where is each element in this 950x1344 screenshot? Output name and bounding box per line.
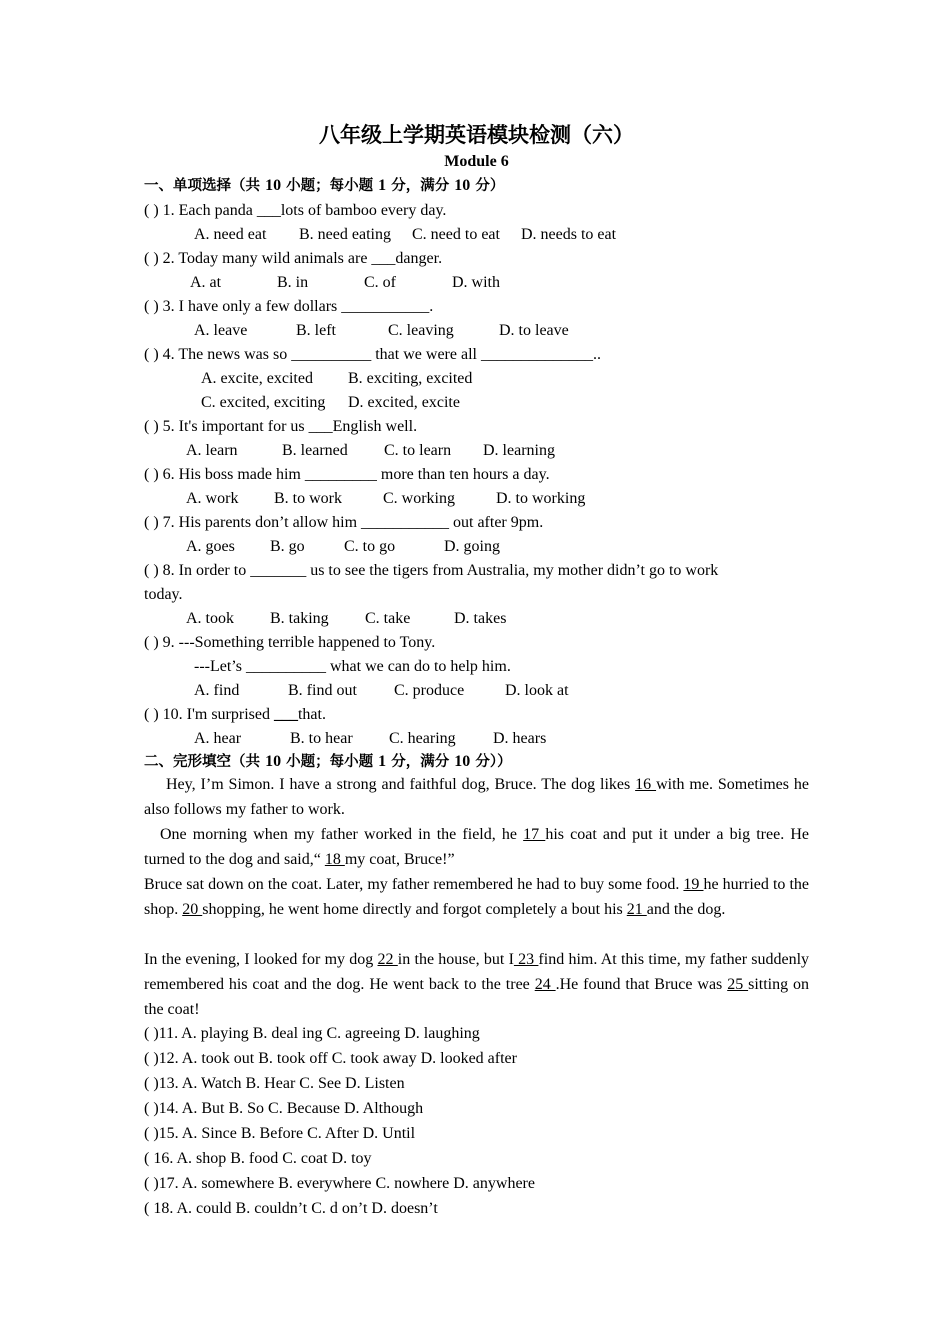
cloze-item-18: ( 18. A. could B. couldn’t C. d on’t D. doesn’t bbox=[144, 1200, 438, 1217]
blank-19: 19 bbox=[683, 876, 704, 893]
question-10-stem: ( ) 10. I'm surprised ___that. bbox=[144, 706, 326, 723]
question-6-stem: ( ) 6. His boss made him _________ more than ten hours a day. bbox=[144, 466, 550, 483]
question-9-stem-continued: ---Let’s __________ what we can do to help him. bbox=[194, 658, 511, 675]
blank-24: 24 bbox=[534, 976, 556, 993]
cloze-item-13: ( )13. A. Watch B. Hear C. See D. Listen bbox=[144, 1075, 405, 1092]
cloze-paragraph-4: In the evening, I looked for my dog 22 in the house, but I 23 find him. At this time, my father suddenly remembered his coat and the dog. He went back to the tree 24 .He found that Bruce was 25 sitting on the coat! bbox=[144, 951, 810, 1018]
cloze-item-14: ( )14. A. But B. So C. Because D. Although bbox=[144, 1100, 424, 1117]
question-1-stem: ( ) 1. Each panda ___lots of bamboo every day. bbox=[144, 202, 447, 219]
cloze-paragraph-3: Bruce sat down on the coat. Later, my father remembered he had to buy some food. 19 he hurried to the shop. 20 shopping, he went home directly and forgot completely a bout his 21 and the dog. bbox=[144, 876, 810, 918]
cloze-paragraph-1: Hey, I’m Simon. I have a strong and faithful dog, Bruce. The dog likes 16 with me. Sometimes he also follows my father to work. bbox=[144, 776, 810, 818]
cloze-item-15: ( )15. A. Since B. Before C. After D. Until bbox=[144, 1125, 416, 1142]
blank-20: 20 bbox=[182, 901, 203, 918]
question-10-options: A. hear B. to hear C. hearing D. hears bbox=[194, 730, 547, 747]
question-2-stem: ( ) 2. Today many wild animals are ___danger. bbox=[144, 250, 443, 267]
question-3-options: A. leave B. left C. leaving D. to leave bbox=[194, 322, 569, 339]
cloze-paragraph-2: One morning when my father worked in the field, he 17 his coat and put it under a big tree. He turned to the dog and said,“ 18 my coat, Bruce!” bbox=[144, 826, 810, 868]
question-8-stem-continued: today. bbox=[144, 586, 183, 603]
question-7-stem: ( ) 7. His parents don’t allow him ___________ out after 9pm. bbox=[144, 514, 544, 531]
question-5-stem: ( ) 5. It's important for us ___English well. bbox=[144, 418, 418, 435]
question-2-options: A. at B. in C. of D. with bbox=[190, 274, 500, 291]
question-1-options: A. need eat B. need eating C. need to eat D. needs to eat bbox=[194, 226, 617, 243]
question-7-options: A. goes B. go C. to go D. going bbox=[186, 538, 500, 555]
page-subtitle: Module 6 bbox=[444, 153, 509, 170]
question-4-options-row-2: C. excited, exciting D. excited, excite bbox=[201, 394, 460, 411]
question-4-options-row-1: A. excite, excited B. exciting, excited bbox=[201, 370, 473, 387]
section-1-heading: 一、单项选择（共 10 小题；每小题 1 分，满分 10 分） bbox=[144, 177, 505, 194]
cloze-item-12: ( )12. A. took out B. took off C. took away D. looked after bbox=[144, 1050, 517, 1067]
question-6-options: A. work B. to work C. working D. to working bbox=[186, 490, 586, 507]
blank-21: 21 bbox=[626, 901, 647, 918]
question-9-options: A. find B. find out C. produce D. look at bbox=[194, 682, 569, 699]
question-8-options: A. took B. taking C. take D. takes bbox=[186, 610, 507, 627]
page-title: 八年级上学期英语模块检测（六） bbox=[319, 123, 634, 147]
cloze-item-16: ( 16. A. shop B. food C. coat D. toy bbox=[144, 1150, 372, 1167]
blank-22: 22 bbox=[377, 951, 398, 968]
blank-25: 25 bbox=[727, 976, 749, 993]
blank-17: 17 bbox=[523, 826, 546, 843]
cloze-item-17: ( )17. A. somewhere B. everywhere C. nowhere D. anywhere bbox=[144, 1175, 535, 1192]
question-9-stem: ( ) 9. ---Something terrible happened to Tony. bbox=[144, 634, 436, 651]
blank-16: 16 bbox=[635, 776, 657, 793]
question-5-options: A. learn B. learned C. to learn D. learning bbox=[186, 442, 555, 459]
question-8-stem: ( ) 8. In order to _______ us to see the tigers from Australia, my mother didn’t go to work bbox=[144, 562, 719, 579]
cloze-item-11: ( )11. A. playing B. deal ing C. agreeing D. laughing bbox=[144, 1025, 480, 1042]
blank-18: 18 bbox=[324, 851, 345, 868]
question-3-stem: ( ) 3. I have only a few dollars ___________. bbox=[144, 298, 434, 315]
question-4-stem: ( ) 4. The news was so __________ that we were all ______________.. bbox=[144, 346, 601, 363]
blank-23: 23 bbox=[513, 951, 539, 968]
section-2-heading: 二、完形填空（共 10 小题；每小题 1 分，满分 10 分）） bbox=[144, 753, 512, 770]
